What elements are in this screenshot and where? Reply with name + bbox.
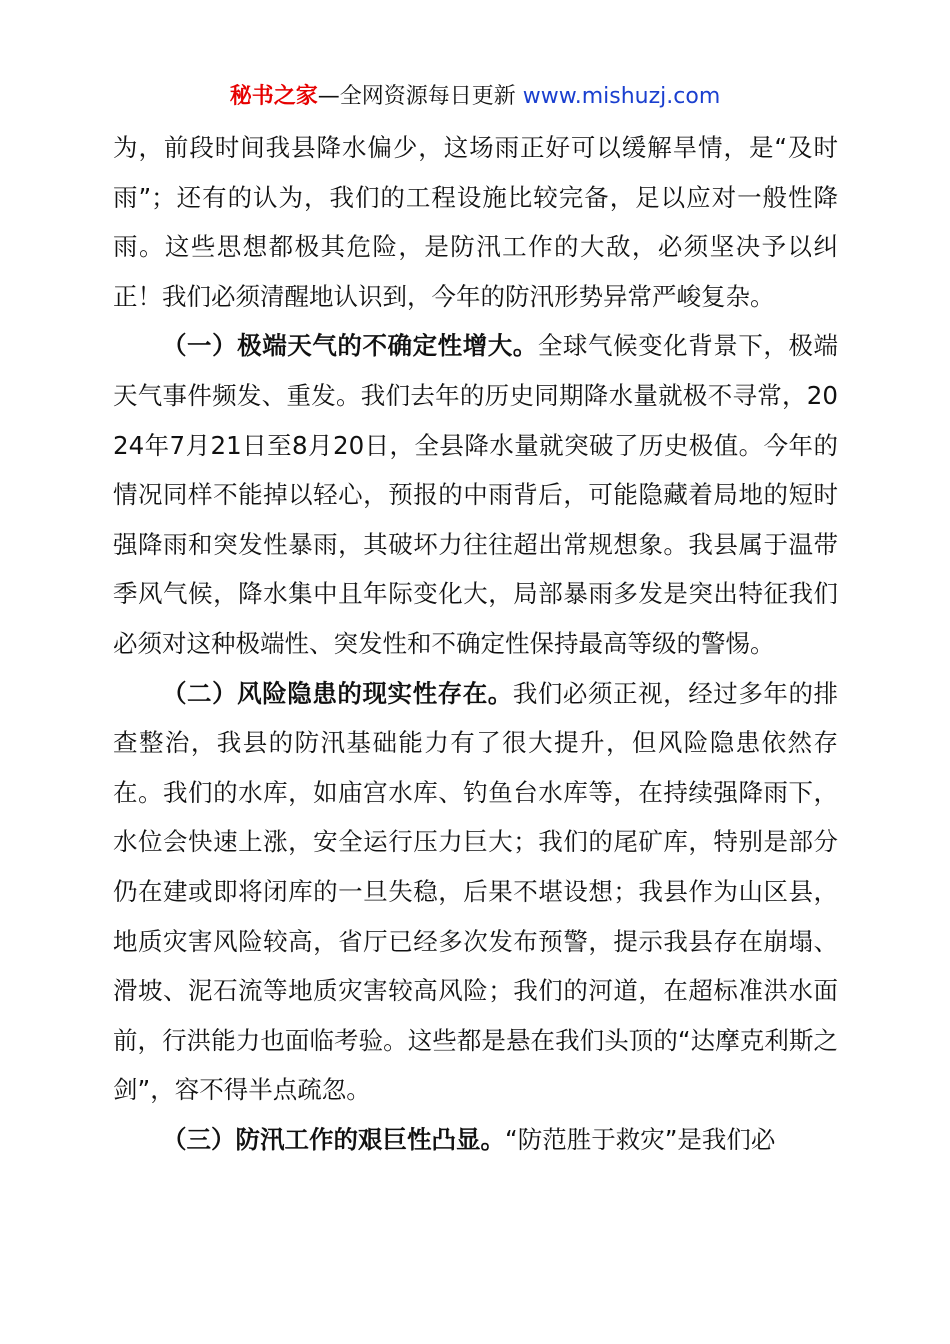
document-body	[113, 123, 838, 1164]
paragraph-text: “防范胜于救灾”是我们必	[505, 1124, 776, 1154]
section-heading: （二）风险隐患的现实性存在。	[162, 678, 513, 708]
website-link[interactable]: www.mishuzj.com	[522, 84, 721, 109]
banner-tagline: —全网资源每日更新	[317, 84, 523, 109]
paragraph-text: 为，前段时间我县降水偏少，这场雨正好可以缓解旱情，是“及时雨”；还有的认为，我们的工程设施比较完备，足以应对一般性降雨。这些思想都极其危险，是防汛工作的大敌，必须坚决予以纠正！我们必须清醒地认识到，今年的防汛形势异常严峻复杂。	[113, 133, 838, 311]
paragraph-text: 我们必须正视，经过多年的排查整治，我县的防汛基础能力有了很大提升，但风险隐患依然存在。我们的水库，如庙宫水库、钓鱼台水库等，在持续强降雨下，水位会快速上涨，安全运行压力巨大；我们的尾矿库，特别是部分仍在建或即将闭库的一旦失稳，后果不堪设想；我县作为山区县，地质灾害风险较高，省厅已经多次发布预警，提示我县存在崩塌、滑坡、泥石流等地质灾害较高风险；我们的河道，在超标准洪水面前，行洪能力也面临考验。这些都是悬在我们头顶的“达摩克利斯之剑”，容不得半点疏忽。	[113, 678, 839, 1105]
brand-name: 秘书之家	[229, 84, 318, 109]
paragraph-section-1	[113, 321, 838, 668]
paragraph-section-3	[113, 1115, 838, 1165]
section-heading: （一）极端天气的不确定性增大。	[162, 331, 538, 361]
paragraph-section-2	[113, 669, 838, 1115]
site-banner	[0, 80, 950, 114]
paragraph-continuation	[113, 123, 838, 321]
section-heading: （三）防汛工作的艰巨性凸显。	[162, 1124, 505, 1154]
paragraph-text: 全球气候变化背景下，极端天气事件频发、重发。我们去年的历史同期降水量就极不寻常，2024年7月21日至8月20日，全县降水量就突破了历史极值。今年的情况同样不能掉以轻心，预报的中雨背后，可能隐藏着局地的短时强降雨和突发性暴雨，其破坏力往往超出常规想象。我县属于温带季风气候，降水集中且年际变化大，局部暴雨多发是突出特征我们必须对这种极端性、突发性和不确定性保持最高等级的警惕。	[113, 331, 839, 658]
